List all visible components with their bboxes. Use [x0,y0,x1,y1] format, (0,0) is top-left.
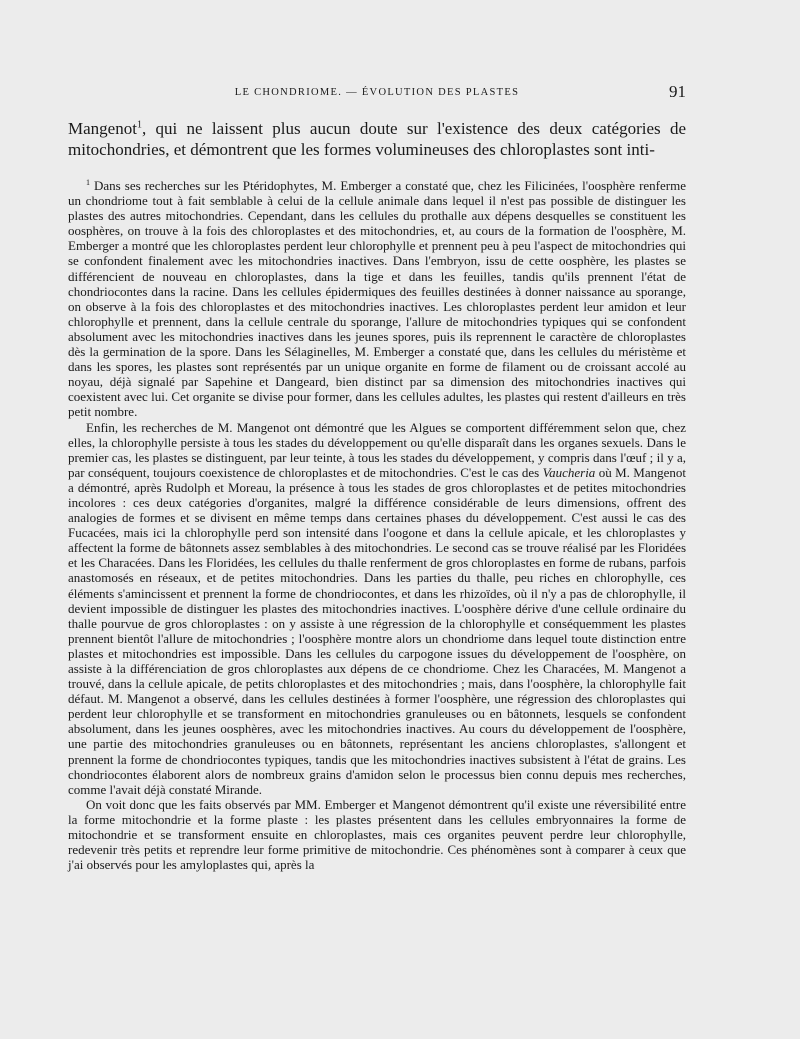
footnote-paragraph-3-text: On voit donc que les faits observés par MM. Emberger et Mangenot démontrent qu'il existe une réversibilité entre la forme mitochondrie et la forme plaste : les plastes présentent dans les cellules embryonnaires la forme de mitochondrie et se transforment ensuite en chloroplastes, mais ces organites peuvent perdre leur chlorophylle, redevenir très petits et reprendre leur forme primitive de mitochondrie. Ces phénomènes sont à comparer à ceux que j'ai observés pour les amyloplastes qui, après la [68,796,686,873]
main-text-rest: , qui ne laissent plus aucun doute sur l'existence des deux catégories de mitochondries, et démontrent que les formes volumineuses des chloroplastes sont inti- [68,119,686,159]
footnote-mark: 1 [86,177,90,187]
footnote [68,178,686,872]
footnote-paragraph-2-text-a: Enfin, les recherches de M. Mangenot ont démontré que les Algues se comportent différemment selon que, chez elles, la chlorophylle persiste à tous les stades du développement ou qu'elle disparaît dans les organes sexuels. Dans le premier cas, les plastes se distinguent, par leur teinte, à tous les stades du développement, y compris dans l'œuf ; il y a, par conséquent, toujours coexistence de chloroplastes et de mitochondries. C'est le cas des [68,419,686,480]
page-number: 91 [669,82,686,101]
footnote-paragraph-1-text: Dans ses recherches sur les Ptéridophytes, M. Emberger a constaté que, chez les Filicinées, l'oosphère renferme un chondriome tout à fait semblable à celui de la cellule animale dans lequel il n'est pas possible de distinguer les plastes des autres mitochondries. Cependant, dans les cellules du prothalle aux dépens desquelles se constituent les oosphères, on trouve à la fois des chloroplastes et des mitochondries, et, au cours de la formation de l'oosphère, M. Emberger a montré que les chloroplastes perdent leur chlorophylle et prennent peu à peu l'aspect de mitochondries qui se confondent finalement avec les mitochondries inactives. Dans l'embryon, issu de cette oosphère, les plastes se différencient de nouveau en chloroplastes, dans la tige et dans les feuilles, tandis qu'ils prennent l'état de chondriocontes dans la racine. Dans les cellules épidermiques des feuilles destinées à donner naissance au sporange, on observe à la fois des chloroplastes et des mitochondries inactives. Les chloroplastes perdent leur amidon et leur chlorophylle et prennent, dans la cellule centrale du sporange, l'allure de mitochondries typiques qui se confondent absolument avec les mitochondries inactives dans les jeunes spores, puis ils reprennent le caractère de chloroplastes dès la germination de la spore. Dans les Sélaginelles, M. Emberger a constaté que, dans les cellules du méristème et dans les spores, les plastes sont représentés par un unique organite en forme de filament ou de croissant accolé au noyau, déjà signalé par Sapehine et Dangeard, bien distinct par sa dimension des mitochondries inactives qui coexistent avec lui. Cet organite se divise pour former, dans les cellules adultes, les plastes qui restent d'ailleurs en très petit nombre. [68,178,686,420]
taxon-name-italic: Vaucheria [542,464,596,480]
footnote-paragraph-2-text-b: où M. Mangenot a démontré, après Rudolph et Moreau, la présence à tous les stades de gros chloroplastes et de petites mitochondries incolores : ces deux catégories d'organites, malgré la différence considérable de leurs dimensions, offrent des analogies de formes et se divisent en même temps dans certaines phases du développement. C'est aussi le cas des Fucacées, mais ici la chlorophylle perd son intensité dans l'oogone et dans la cellule apicale, et les chloroplastes y affectent la forme de bâtonnets assez semblables à des mitochondries. Le second cas se trouve réalisé par les Floridées et les Characées. Dans les Floridées, les cellules du thalle renferment de gros chloroplastes en forme de rubans, parfois anastomosés en réseaux, et de petites mitochondries. Dans les parties du thalle, peu riches en chlorophylle, ces éléments s'amincissent et prennent la forme de chondriocontes, et dans les rhizoïdes, où il n'y a pas de chlorophylle, il devient impossible de distinguer les plastes des mitochondries inactives. L'oosphère dérive d'une cellule ordinaire du thalle pourvue de gros chloroplastes : on y assiste à une régression de la chlorophylle et conséquemment les plastes prennent bientôt l'allure de mitochondries ; l'oosphère montre alors un chondriome dans lequel toute distinction entre plastes et mitochondries est impossible. Dans les cellules du carpogone issues du développement de l'oosphère, on assiste à la différenciation de gros chloroplastes aux dépens de ce chondriome. Chez les Characées, M. Mangenot a trouvé, dans la cellule apicale, de petits chloroplastes et des mitochondries ; mais, dans l'oosphère, la chlorophylle fait défaut. M. Mangenot a observé, dans les cellules destinées à former l'oosphère, une régression des chloroplastes qui perdent leur chlorophylle et se transforment en mitochondries granuleuses ou en bâtonnets, lesquels se confondent absolument, dans les jeunes oosphères, avec les mitochondries inactives. Au cours du développement de l'oosphère, une partie des mitochondries granuleuses ou en bâtonnets, représentant les anciens chloroplastes, s'allongent et prennent la forme de chondriocontes typiques, tandis que les mitochondries inactives subsistent à l'état de grains. Les chondriocontes élaborent alors de nombreux grains d'amidon selon le processus bien connu depuis mes recherches, comme l'avait déjà constaté Mirande. [68,464,687,797]
main-text-start: Mangenot [68,119,137,138]
footnote-reference: 1 [136,119,142,131]
footnote-paragraph-2 [68,420,686,797]
main-text [68,118,686,160]
running-title: LE CHONDRIOME. — ÉVOLUTION DES PLASTES [234,87,520,98]
footnote-paragraph-3 [68,797,686,872]
footnote-paragraph-1 [68,178,686,420]
page-header [68,82,686,105]
